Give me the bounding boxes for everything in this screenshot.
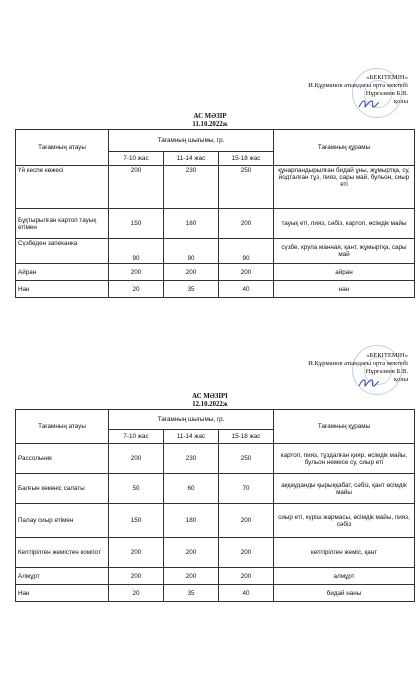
header-name: Тағамның атауы bbox=[16, 130, 109, 166]
approval-title: «БЕКІТЕМІН» bbox=[366, 74, 408, 81]
portion-11-14: 200 bbox=[164, 538, 219, 568]
dish-name: Нан bbox=[16, 585, 109, 602]
header-composition: Тағамның құрамы bbox=[274, 130, 415, 166]
dish-name: Алмұрт bbox=[16, 568, 109, 585]
portion-7-10: 150 bbox=[109, 504, 164, 538]
header-age-2: 11-14 жас bbox=[164, 152, 219, 166]
dish-name: Рассольник bbox=[16, 444, 109, 474]
portion-15-18: 200 bbox=[219, 264, 274, 281]
portion-15-18: 40 bbox=[219, 281, 274, 298]
portion-11-14: 35 bbox=[164, 585, 219, 602]
dish-name: Балғын көкөніс салаты bbox=[16, 474, 109, 504]
portion-15-18: 250 bbox=[219, 444, 274, 474]
portion-11-14: 230 bbox=[164, 444, 219, 474]
portion-11-14: 180 bbox=[164, 209, 219, 239]
portion-15-18: 200 bbox=[219, 209, 274, 239]
portion-15-18: 250 bbox=[219, 166, 274, 209]
portion-7-10: 200 bbox=[109, 166, 164, 209]
portion-7-10: 150 bbox=[109, 209, 164, 239]
portion-11-14: 200 bbox=[164, 264, 219, 281]
dish-composition: алмұрт bbox=[274, 568, 415, 585]
dish-name: Айран bbox=[16, 264, 109, 281]
portion-7-10: 90 bbox=[109, 239, 164, 264]
portion-7-10: 50 bbox=[109, 474, 164, 504]
dish-composition: тауық еті, пияз, сәбіз, картоп, өсімдік майы bbox=[274, 209, 415, 239]
dish-composition: сүзбе, крупа манная, қант, жұмыртқа, сары май bbox=[274, 239, 415, 264]
approval-director: Нұрғазиев Б.В. bbox=[365, 90, 408, 97]
table-row bbox=[16, 166, 415, 209]
portion-7-10: 200 bbox=[109, 264, 164, 281]
portion-11-14: 60 bbox=[164, 474, 219, 504]
table-row bbox=[16, 568, 415, 585]
menu-table-2 bbox=[15, 409, 415, 602]
dish-name: Кептірілген жемістен компот bbox=[16, 538, 109, 568]
table-row bbox=[16, 209, 415, 239]
portion-15-18: 200 bbox=[219, 538, 274, 568]
approval-school: И.Құрманов атындағы орта мектебі bbox=[308, 82, 408, 89]
dish-composition: аққауданды қырыққабат, сәбіз, қант өсімдік майы bbox=[274, 474, 415, 504]
dish-composition: бидай наны bbox=[274, 585, 415, 602]
dish-composition: кептірілген жеміс, қант bbox=[274, 538, 415, 568]
portion-15-18: 40 bbox=[219, 585, 274, 602]
dish-composition: картоп, пияз, тұздалған қияр, өсімдік майы, бульон немесе су, сиыр еті bbox=[274, 444, 415, 474]
approval-title: «БЕКІТЕМІН» bbox=[366, 352, 408, 359]
table-row bbox=[16, 281, 415, 298]
dish-composition: нан bbox=[274, 281, 415, 298]
header-age-2: 11-14 жас bbox=[164, 430, 219, 444]
portion-11-14: 180 bbox=[164, 504, 219, 538]
dish-composition: айран bbox=[274, 264, 415, 281]
dish-name: Нан bbox=[16, 281, 109, 298]
portion-7-10: 200 bbox=[109, 444, 164, 474]
menu-title: АС МӘЗІР bbox=[193, 113, 227, 120]
table-row bbox=[16, 585, 415, 602]
header-age-3: 15-18 жас bbox=[219, 152, 274, 166]
table-row bbox=[16, 264, 415, 281]
header-name: Тағамның атауы bbox=[16, 410, 109, 444]
table-row bbox=[16, 538, 415, 568]
portion-11-14: 230 bbox=[164, 166, 219, 209]
menu-date: 11.10.2022ж bbox=[192, 121, 228, 128]
header-composition: Тағамның құрамы bbox=[274, 410, 415, 444]
dish-name: Бұқтырылған картоп тауық етімен bbox=[16, 209, 109, 239]
portion-15-18: 90 bbox=[219, 239, 274, 264]
dish-composition: сиыр еті, күріш жармасы, өсімдік майы, пияз, сәбіз bbox=[274, 504, 415, 538]
approval-block-2 bbox=[308, 352, 408, 384]
menu-table-1 bbox=[15, 129, 415, 298]
portion-15-18: 200 bbox=[219, 568, 274, 585]
portion-15-18: 200 bbox=[219, 504, 274, 538]
header-row bbox=[16, 130, 415, 152]
portion-11-14: 200 bbox=[164, 568, 219, 585]
approval-director: Нұрғазиев Б.В. bbox=[365, 368, 408, 375]
header-portion: Тағамның шығымы, гр. bbox=[109, 130, 274, 152]
header-age-1: 7-10 жас bbox=[109, 152, 164, 166]
table-row bbox=[16, 474, 415, 504]
portion-11-14: 90 bbox=[164, 239, 219, 264]
dish-composition: құнарландырылған бидай ұны, жұмыртқа, су, йодталған тұз, пияз, сары май, бульон, сиыр еті bbox=[274, 166, 415, 209]
approval-block-1 bbox=[308, 74, 408, 106]
approval-signature-note: қолы bbox=[393, 376, 408, 383]
portion-7-10: 200 bbox=[109, 538, 164, 568]
dish-name: Сүзбеден запеканка bbox=[16, 239, 109, 264]
menu-title-1 bbox=[0, 113, 420, 129]
dish-name: Үй кеспе көжесі bbox=[16, 166, 109, 209]
menu-date: 12.10.2022ж bbox=[192, 401, 228, 408]
portion-7-10: 20 bbox=[109, 281, 164, 298]
dish-name: Палау сиыр етімен bbox=[16, 504, 109, 538]
portion-15-18: 70 bbox=[219, 474, 274, 504]
header-portion: Тағамның шығымы, гр. bbox=[109, 410, 274, 430]
header-age-1: 7-10 жас bbox=[109, 430, 164, 444]
portion-7-10: 200 bbox=[109, 568, 164, 585]
table-row bbox=[16, 239, 415, 264]
menu-title: АС МӘЗІРІ bbox=[192, 393, 228, 400]
header-age-3: 15-18 жас bbox=[219, 430, 274, 444]
approval-school: И.Құрманов атындағы орта мектебі bbox=[308, 360, 408, 367]
portion-11-14: 35 bbox=[164, 281, 219, 298]
header-row bbox=[16, 410, 415, 430]
approval-signature-note: қолы bbox=[393, 98, 408, 105]
portion-7-10: 20 bbox=[109, 585, 164, 602]
table-row bbox=[16, 444, 415, 474]
table-row bbox=[16, 504, 415, 538]
menu-title-2 bbox=[0, 393, 420, 409]
